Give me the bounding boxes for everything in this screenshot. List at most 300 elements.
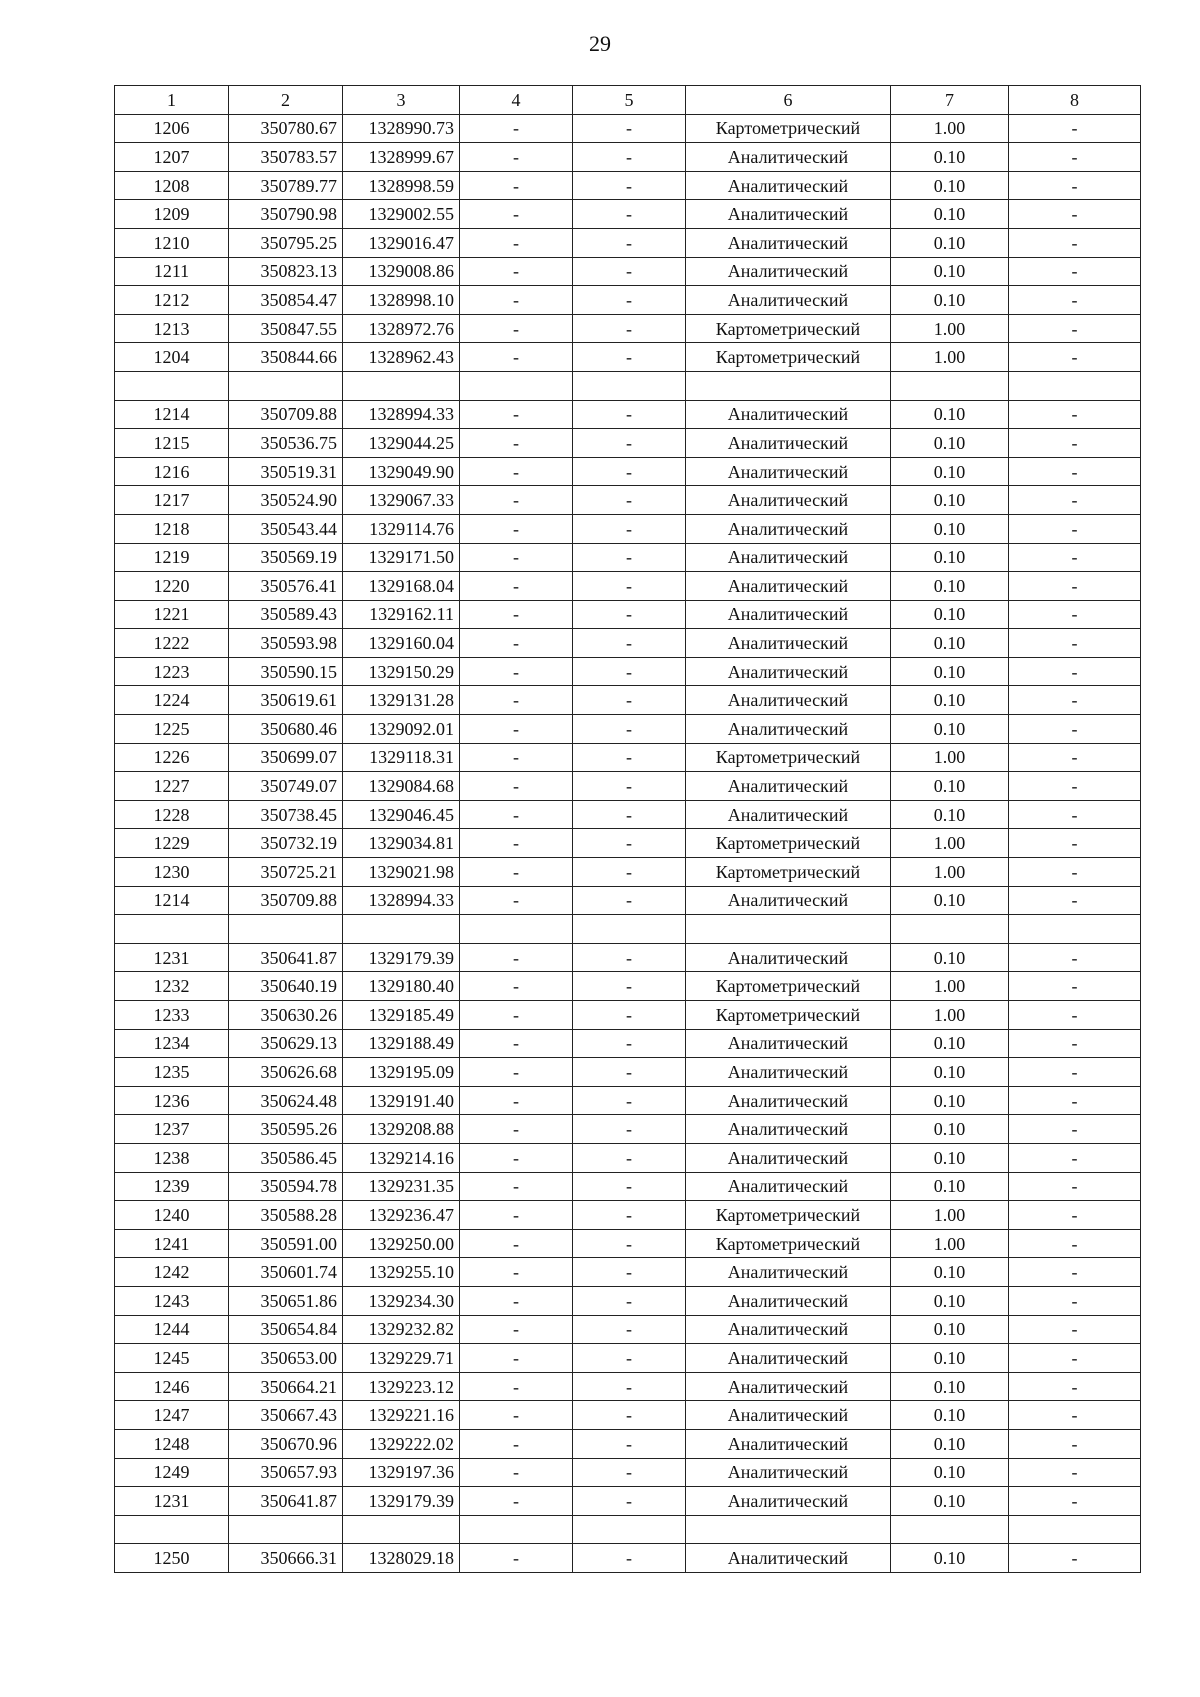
y-coordinate-cell: 1329229.71 — [343, 1344, 460, 1373]
col8-cell: - — [1009, 686, 1141, 715]
col8-cell: - — [1009, 171, 1141, 200]
accuracy-cell: 1.00 — [891, 829, 1009, 858]
table-row — [115, 686, 1141, 715]
x-coordinate-cell: 350601.74 — [229, 1258, 343, 1287]
method-cell: Аналитический — [686, 1372, 891, 1401]
col4-cell: - — [460, 943, 573, 972]
method-cell: Аналитический — [686, 572, 891, 601]
x-coordinate-cell: 350586.45 — [229, 1143, 343, 1172]
method-cell: Картометрический — [686, 314, 891, 343]
col4-cell: - — [460, 1429, 573, 1458]
accuracy-cell: 0.10 — [891, 1258, 1009, 1287]
col5-cell: - — [573, 858, 686, 887]
x-coordinate-cell: 350854.47 — [229, 286, 343, 315]
method-cell: Картометрический — [686, 972, 891, 1001]
point-number-cell: 1223 — [115, 657, 229, 686]
method-cell: Аналитический — [686, 943, 891, 972]
x-coordinate-cell: 350651.86 — [229, 1286, 343, 1315]
col5-cell: - — [573, 772, 686, 801]
col4-cell: - — [460, 572, 573, 601]
x-coordinate-cell: 350670.96 — [229, 1429, 343, 1458]
table-row-separator — [115, 371, 1141, 400]
col4-cell: - — [460, 1172, 573, 1201]
method-cell: Аналитический — [686, 257, 891, 286]
point-number-cell: 1238 — [115, 1143, 229, 1172]
col4-cell: - — [460, 772, 573, 801]
x-coordinate-cell: 350790.98 — [229, 200, 343, 229]
method-cell: Аналитический — [686, 1429, 891, 1458]
accuracy-cell: 1.00 — [891, 1201, 1009, 1230]
x-coordinate-cell: 350569.19 — [229, 543, 343, 572]
y-coordinate-cell: 1329092.01 — [343, 715, 460, 744]
col4-cell: - — [460, 1487, 573, 1516]
accuracy-cell: 0.10 — [891, 1344, 1009, 1373]
accuracy-cell: 1.00 — [891, 743, 1009, 772]
method-cell: Аналитический — [686, 171, 891, 200]
point-number-cell: 1249 — [115, 1458, 229, 1487]
x-coordinate-cell: 350847.55 — [229, 314, 343, 343]
accuracy-cell: 0.10 — [891, 1372, 1009, 1401]
col5-cell: - — [573, 1086, 686, 1115]
col8-cell: - — [1009, 943, 1141, 972]
col5-cell: - — [573, 943, 686, 972]
col8-cell: - — [1009, 1001, 1141, 1030]
y-coordinate-cell: 1329021.98 — [343, 858, 460, 887]
table-row — [115, 1229, 1141, 1258]
y-coordinate-cell: 1328962.43 — [343, 343, 460, 372]
y-coordinate-cell: 1329191.40 — [343, 1086, 460, 1115]
col8-cell: - — [1009, 457, 1141, 486]
col4-cell: - — [460, 1229, 573, 1258]
col4-cell: - — [460, 514, 573, 543]
method-cell: Аналитический — [686, 1143, 891, 1172]
col8-cell: - — [1009, 972, 1141, 1001]
col4-cell: - — [460, 343, 573, 372]
method-cell: Аналитический — [686, 429, 891, 458]
table-row — [115, 286, 1141, 315]
x-coordinate-cell — [229, 371, 343, 400]
col4-cell: - — [460, 1001, 573, 1030]
point-number-cell: 1232 — [115, 972, 229, 1001]
col8-cell: - — [1009, 657, 1141, 686]
accuracy-cell: 0.10 — [891, 400, 1009, 429]
col5-cell: - — [573, 1258, 686, 1287]
col5-cell: - — [573, 228, 686, 257]
method-cell: Картометрический — [686, 1001, 891, 1030]
x-coordinate-cell: 350654.84 — [229, 1315, 343, 1344]
col4-cell: - — [460, 314, 573, 343]
accuracy-cell: 0.10 — [891, 200, 1009, 229]
y-coordinate-cell: 1329114.76 — [343, 514, 460, 543]
point-number-cell: 1217 — [115, 486, 229, 515]
y-coordinate-cell: 1329168.04 — [343, 572, 460, 601]
point-number-cell: 1206 — [115, 114, 229, 143]
table-row — [115, 514, 1141, 543]
x-coordinate-cell: 350749.07 — [229, 772, 343, 801]
point-number-cell — [115, 1515, 229, 1544]
col4-cell: - — [460, 1315, 573, 1344]
col4-cell: - — [460, 1372, 573, 1401]
col8-cell: - — [1009, 1201, 1141, 1230]
point-number-cell: 1208 — [115, 171, 229, 200]
col5-cell: - — [573, 1487, 686, 1516]
col5-cell: - — [573, 972, 686, 1001]
y-coordinate-cell: 1329185.49 — [343, 1001, 460, 1030]
table-row — [115, 114, 1141, 143]
accuracy-cell: 1.00 — [891, 858, 1009, 887]
x-coordinate-cell: 350709.88 — [229, 400, 343, 429]
col4-cell: - — [460, 1344, 573, 1373]
coordinates-table — [114, 85, 1141, 1573]
method-cell: Картометрический — [686, 114, 891, 143]
col5-cell: - — [573, 429, 686, 458]
accuracy-cell: 0.10 — [891, 629, 1009, 658]
point-number-cell: 1224 — [115, 686, 229, 715]
x-coordinate-cell: 350543.44 — [229, 514, 343, 543]
col5-cell: - — [573, 743, 686, 772]
table-row — [115, 1001, 1141, 1030]
method-cell: Аналитический — [686, 514, 891, 543]
table-row — [115, 743, 1141, 772]
col4-cell: - — [460, 800, 573, 829]
point-number-cell: 1210 — [115, 228, 229, 257]
col5-cell: - — [573, 600, 686, 629]
col4-cell: - — [460, 1458, 573, 1487]
method-cell: Картометрический — [686, 1229, 891, 1258]
accuracy-cell: 0.10 — [891, 1115, 1009, 1144]
method-cell: Аналитический — [686, 1544, 891, 1573]
col8-cell: - — [1009, 1401, 1141, 1430]
y-coordinate-cell: 1329131.28 — [343, 686, 460, 715]
method-cell — [686, 915, 891, 944]
col5-cell — [573, 915, 686, 944]
col5-cell: - — [573, 1229, 686, 1258]
col4-cell: - — [460, 1401, 573, 1430]
x-coordinate-cell: 350699.07 — [229, 743, 343, 772]
col8-cell: - — [1009, 858, 1141, 887]
accuracy-cell: 1.00 — [891, 972, 1009, 1001]
y-coordinate-cell: 1329049.90 — [343, 457, 460, 486]
y-coordinate-cell: 1329221.16 — [343, 1401, 460, 1430]
x-coordinate-cell: 350588.28 — [229, 1201, 343, 1230]
col4-cell: - — [460, 858, 573, 887]
table-row — [115, 972, 1141, 1001]
table-row — [115, 1401, 1141, 1430]
col4-cell: - — [460, 829, 573, 858]
col4-cell: - — [460, 1201, 573, 1230]
accuracy-cell: 1.00 — [891, 1229, 1009, 1258]
table-row — [115, 1086, 1141, 1115]
col4-cell: - — [460, 1258, 573, 1287]
method-cell: Аналитический — [686, 200, 891, 229]
accuracy-cell: 0.10 — [891, 572, 1009, 601]
y-coordinate-cell: 1329255.10 — [343, 1258, 460, 1287]
col5-cell: - — [573, 1029, 686, 1058]
point-number-cell: 1220 — [115, 572, 229, 601]
accuracy-cell: 1.00 — [891, 114, 1009, 143]
col8-cell: - — [1009, 772, 1141, 801]
col8-cell: - — [1009, 543, 1141, 572]
col8-cell: - — [1009, 1544, 1141, 1573]
col8-cell: - — [1009, 1315, 1141, 1344]
method-cell: Картометрический — [686, 829, 891, 858]
col4-cell: - — [460, 143, 573, 172]
table-row — [115, 715, 1141, 744]
point-number-cell: 1228 — [115, 800, 229, 829]
col5-cell: - — [573, 143, 686, 172]
table-row — [115, 200, 1141, 229]
col8-cell — [1009, 915, 1141, 944]
point-number-cell: 1240 — [115, 1201, 229, 1230]
col8-cell: - — [1009, 1487, 1141, 1516]
col4-cell: - — [460, 228, 573, 257]
col8-cell: - — [1009, 514, 1141, 543]
col5-cell: - — [573, 1001, 686, 1030]
table-row-separator — [115, 1515, 1141, 1544]
col8-cell: - — [1009, 314, 1141, 343]
accuracy-cell — [891, 1515, 1009, 1544]
point-number-cell: 1209 — [115, 200, 229, 229]
accuracy-cell: 0.10 — [891, 257, 1009, 286]
table-row — [115, 1143, 1141, 1172]
y-coordinate-cell: 1329197.36 — [343, 1458, 460, 1487]
col8-cell: - — [1009, 343, 1141, 372]
column-header-8: 8 — [1009, 86, 1141, 115]
y-coordinate-cell: 1329044.25 — [343, 429, 460, 458]
method-cell: Аналитический — [686, 457, 891, 486]
table-row — [115, 943, 1141, 972]
point-number-cell: 1221 — [115, 600, 229, 629]
accuracy-cell: 0.10 — [891, 1172, 1009, 1201]
col4-cell: - — [460, 600, 573, 629]
col4-cell: - — [460, 1115, 573, 1144]
col5-cell: - — [573, 1344, 686, 1373]
x-coordinate-cell: 350780.67 — [229, 114, 343, 143]
x-coordinate-cell: 350725.21 — [229, 858, 343, 887]
col5-cell: - — [573, 400, 686, 429]
y-coordinate-cell: 1329180.40 — [343, 972, 460, 1001]
x-coordinate-cell: 350629.13 — [229, 1029, 343, 1058]
accuracy-cell: 0.10 — [891, 1286, 1009, 1315]
col5-cell: - — [573, 1544, 686, 1573]
x-coordinate-cell: 350844.66 — [229, 343, 343, 372]
column-header-5: 5 — [573, 86, 686, 115]
method-cell: Аналитический — [686, 1401, 891, 1430]
point-number-cell: 1247 — [115, 1401, 229, 1430]
x-coordinate-cell: 350624.48 — [229, 1086, 343, 1115]
table-header — [115, 86, 1141, 115]
table-row — [115, 543, 1141, 572]
col5-cell: - — [573, 286, 686, 315]
y-coordinate-cell: 1329046.45 — [343, 800, 460, 829]
col5-cell: - — [573, 1058, 686, 1087]
accuracy-cell: 0.10 — [891, 686, 1009, 715]
col4-cell: - — [460, 400, 573, 429]
col8-cell: - — [1009, 1086, 1141, 1115]
x-coordinate-cell — [229, 915, 343, 944]
y-coordinate-cell: 1329150.29 — [343, 657, 460, 686]
col5-cell: - — [573, 1115, 686, 1144]
col8-cell: - — [1009, 800, 1141, 829]
accuracy-cell: 0.10 — [891, 1143, 1009, 1172]
col4-cell — [460, 1515, 573, 1544]
col4-cell: - — [460, 1086, 573, 1115]
col4-cell: - — [460, 886, 573, 915]
y-coordinate-cell: 1329250.00 — [343, 1229, 460, 1258]
point-number-cell: 1231 — [115, 943, 229, 972]
method-cell: Аналитический — [686, 1115, 891, 1144]
accuracy-cell: 0.10 — [891, 286, 1009, 315]
point-number-cell: 1250 — [115, 1544, 229, 1573]
accuracy-cell: 0.10 — [891, 772, 1009, 801]
col8-cell — [1009, 1515, 1141, 1544]
x-coordinate-cell: 350594.78 — [229, 1172, 343, 1201]
accuracy-cell: 0.10 — [891, 1401, 1009, 1430]
x-coordinate-cell: 350524.90 — [229, 486, 343, 515]
col5-cell: - — [573, 1172, 686, 1201]
point-number-cell: 1243 — [115, 1286, 229, 1315]
point-number-cell: 1214 — [115, 400, 229, 429]
accuracy-cell: 0.10 — [891, 1429, 1009, 1458]
table-row — [115, 171, 1141, 200]
col8-cell: - — [1009, 1029, 1141, 1058]
column-header-2: 2 — [229, 86, 343, 115]
accuracy-cell: 0.10 — [891, 457, 1009, 486]
col4-cell: - — [460, 457, 573, 486]
col5-cell: - — [573, 114, 686, 143]
method-cell: Аналитический — [686, 1286, 891, 1315]
method-cell: Аналитический — [686, 800, 891, 829]
col5-cell: - — [573, 257, 686, 286]
y-coordinate-cell: 1328990.73 — [343, 114, 460, 143]
point-number-cell: 1211 — [115, 257, 229, 286]
y-coordinate-cell: 1329231.35 — [343, 1172, 460, 1201]
y-coordinate-cell: 1329188.49 — [343, 1029, 460, 1058]
point-number-cell: 1225 — [115, 715, 229, 744]
column-header-1: 1 — [115, 86, 229, 115]
point-number-cell — [115, 371, 229, 400]
col5-cell: - — [573, 886, 686, 915]
x-coordinate-cell: 350732.19 — [229, 829, 343, 858]
method-cell: Аналитический — [686, 686, 891, 715]
x-coordinate-cell: 350576.41 — [229, 572, 343, 601]
point-number-cell: 1218 — [115, 514, 229, 543]
col8-cell: - — [1009, 1229, 1141, 1258]
table-row — [115, 1544, 1141, 1573]
col4-cell: - — [460, 486, 573, 515]
table-row — [115, 657, 1141, 686]
y-coordinate-cell: 1329162.11 — [343, 600, 460, 629]
col8-cell: - — [1009, 600, 1141, 629]
table-row — [115, 1029, 1141, 1058]
col5-cell: - — [573, 1429, 686, 1458]
method-cell: Аналитический — [686, 286, 891, 315]
y-coordinate-cell: 1329016.47 — [343, 228, 460, 257]
method-cell: Аналитический — [686, 886, 891, 915]
method-cell — [686, 371, 891, 400]
y-coordinate-cell: 1329214.16 — [343, 1143, 460, 1172]
y-coordinate-cell: 1329179.39 — [343, 943, 460, 972]
col8-cell: - — [1009, 1286, 1141, 1315]
method-cell: Картометрический — [686, 743, 891, 772]
col4-cell — [460, 915, 573, 944]
y-coordinate-cell: 1329195.09 — [343, 1058, 460, 1087]
table-row — [115, 314, 1141, 343]
x-coordinate-cell: 350630.26 — [229, 1001, 343, 1030]
col5-cell: - — [573, 1401, 686, 1430]
x-coordinate-cell: 350657.93 — [229, 1458, 343, 1487]
x-coordinate-cell: 350641.87 — [229, 943, 343, 972]
col5-cell: - — [573, 1315, 686, 1344]
point-number-cell: 1222 — [115, 629, 229, 658]
col4-cell: - — [460, 171, 573, 200]
col4-cell: - — [460, 1029, 573, 1058]
method-cell: Аналитический — [686, 1458, 891, 1487]
col5-cell: - — [573, 1286, 686, 1315]
accuracy-cell: 0.10 — [891, 514, 1009, 543]
table-row — [115, 486, 1141, 515]
point-number-cell: 1241 — [115, 1229, 229, 1258]
col4-cell: - — [460, 1544, 573, 1573]
col4-cell: - — [460, 972, 573, 1001]
point-number-cell: 1246 — [115, 1372, 229, 1401]
col8-cell: - — [1009, 829, 1141, 858]
col8-cell: - — [1009, 743, 1141, 772]
col8-cell: - — [1009, 1258, 1141, 1287]
table-row — [115, 228, 1141, 257]
y-coordinate-cell: 1329118.31 — [343, 743, 460, 772]
col8-cell: - — [1009, 1143, 1141, 1172]
col8-cell: - — [1009, 1372, 1141, 1401]
col5-cell — [573, 371, 686, 400]
table-row — [115, 772, 1141, 801]
col8-cell: - — [1009, 1344, 1141, 1373]
method-cell: Аналитический — [686, 657, 891, 686]
y-coordinate-cell: 1329236.47 — [343, 1201, 460, 1230]
method-cell: Аналитический — [686, 1344, 891, 1373]
col8-cell — [1009, 371, 1141, 400]
x-coordinate-cell: 350664.21 — [229, 1372, 343, 1401]
method-cell: Аналитический — [686, 1172, 891, 1201]
col4-cell: - — [460, 286, 573, 315]
method-cell: Картометрический — [686, 858, 891, 887]
y-coordinate-cell: 1329084.68 — [343, 772, 460, 801]
column-header-3: 3 — [343, 86, 460, 115]
table-row — [115, 1058, 1141, 1087]
point-number-cell: 1235 — [115, 1058, 229, 1087]
y-coordinate-cell: 1329171.50 — [343, 543, 460, 572]
y-coordinate-cell: 1328998.59 — [343, 171, 460, 200]
point-number-cell: 1219 — [115, 543, 229, 572]
col5-cell: - — [573, 543, 686, 572]
point-number-cell: 1215 — [115, 429, 229, 458]
col8-cell: - — [1009, 1058, 1141, 1087]
method-cell: Аналитический — [686, 1029, 891, 1058]
method-cell: Аналитический — [686, 1058, 891, 1087]
accuracy-cell: 0.10 — [891, 1029, 1009, 1058]
table-row — [115, 1458, 1141, 1487]
col4-cell: - — [460, 1058, 573, 1087]
col5-cell: - — [573, 486, 686, 515]
y-coordinate-cell: 1329223.12 — [343, 1372, 460, 1401]
col5-cell: - — [573, 686, 686, 715]
x-coordinate-cell: 350591.00 — [229, 1229, 343, 1258]
method-cell: Аналитический — [686, 629, 891, 658]
accuracy-cell: 0.10 — [891, 657, 1009, 686]
table-row — [115, 143, 1141, 172]
point-number-cell: 1207 — [115, 143, 229, 172]
table-body — [115, 114, 1141, 1572]
